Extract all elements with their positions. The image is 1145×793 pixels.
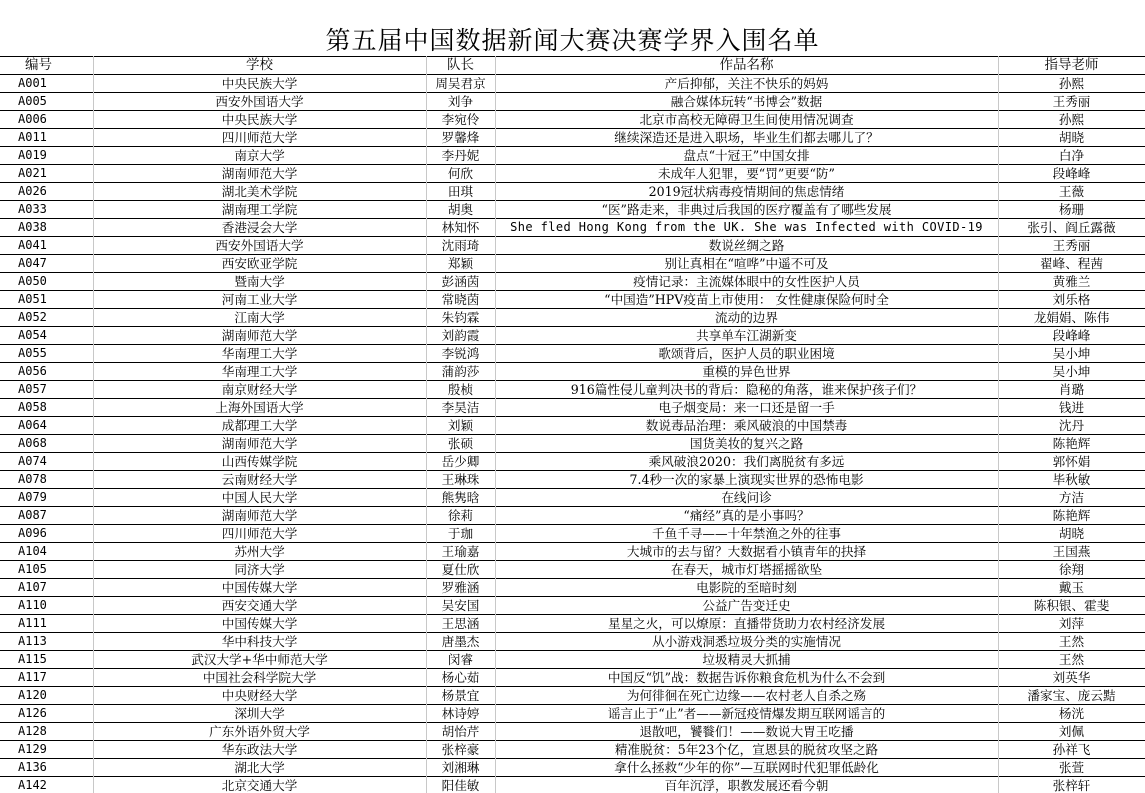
cell-leader: 周吴君京 (426, 75, 495, 93)
cell-leader: 吴安国 (426, 597, 495, 615)
cell-school: 云南财经大学 (93, 471, 426, 489)
cell-school: 西安欧亚学院 (93, 255, 426, 273)
cell-work: 从小游戏洞悉垃圾分类的实施情况 (495, 633, 998, 651)
cell-school: 四川师范大学 (93, 129, 426, 147)
cell-advisor: 孙熙 (998, 75, 1145, 93)
cell-work: 产后抑郁，关注不快乐的妈妈 (495, 75, 998, 93)
cell-advisor: 毕秋敏 (998, 471, 1145, 489)
cell-id: A064 (0, 417, 93, 435)
table-body (0, 57, 1145, 793)
table-row (0, 633, 1145, 651)
table-row (0, 75, 1145, 93)
cell-leader: 殷桢 (426, 381, 495, 399)
cell-advisor: 黄雅兰 (998, 273, 1145, 291)
cell-work: 融合媒体玩转“书博会”数据 (495, 93, 998, 111)
cell-work: 为何徘徊在死亡边缘——农村老人自杀之殇 (495, 687, 998, 705)
cell-id: A129 (0, 741, 93, 759)
table-row (0, 201, 1145, 219)
cell-leader: 王琳珠 (426, 471, 495, 489)
cell-leader: 沈雨琦 (426, 237, 495, 255)
cell-advisor: 吴小坤 (998, 345, 1145, 363)
cell-leader: 罗雅涵 (426, 579, 495, 597)
table-row (0, 381, 1145, 399)
cell-school: 中央财经大学 (93, 687, 426, 705)
cell-school: 四川师范大学 (93, 525, 426, 543)
cell-advisor: 刘英华 (998, 669, 1145, 687)
cell-work: 未成年人犯罪，要“罚”更要“防” (495, 165, 998, 183)
table-row (0, 741, 1145, 759)
cell-id: A142 (0, 777, 93, 793)
cell-leader: 张梓豪 (426, 741, 495, 759)
cell-work: 歌颂背后，医护人员的职业困境 (495, 345, 998, 363)
cell-leader: 刘湘琳 (426, 759, 495, 777)
cell-school: 成都理工大学 (93, 417, 426, 435)
cell-work: 乘风破浪2020：我们离脱贫有多远 (495, 453, 998, 471)
cell-school: 湖北美术学院 (93, 183, 426, 201)
header-leader: 队长 (426, 57, 495, 75)
cell-leader: 阳佳敏 (426, 777, 495, 793)
cell-id: A079 (0, 489, 93, 507)
cell-work: She fled Hong Kong from the UK. She was Infected with COVID-19 (495, 219, 998, 237)
cell-id: A074 (0, 453, 93, 471)
cell-school: 湖南师范大学 (93, 507, 426, 525)
cell-advisor: 王然 (998, 633, 1145, 651)
cell-id: A087 (0, 507, 93, 525)
cell-leader: 何欣 (426, 165, 495, 183)
cell-id: A120 (0, 687, 93, 705)
table-row (0, 561, 1145, 579)
cell-school: 华南理工大学 (93, 363, 426, 381)
cell-advisor: 张梓轩 (998, 777, 1145, 793)
table-row (0, 111, 1145, 129)
cell-leader: 彭涵茵 (426, 273, 495, 291)
cell-leader: 王思涵 (426, 615, 495, 633)
cell-leader: 李丹妮 (426, 147, 495, 165)
cell-leader: 刘颖 (426, 417, 495, 435)
cell-advisor: 孙熙 (998, 111, 1145, 129)
cell-work: 北京市高校无障碍卫生间使用情况调查 (495, 111, 998, 129)
table-row (0, 129, 1145, 147)
cell-school: 中国社会科学院大学 (93, 669, 426, 687)
cell-work: 共享单车江湖新变 (495, 327, 998, 345)
cell-advisor: 刘萍 (998, 615, 1145, 633)
cell-advisor: 方洁 (998, 489, 1145, 507)
table-row (0, 543, 1145, 561)
cell-work: 电影院的至暗时刻 (495, 579, 998, 597)
cell-id: A021 (0, 165, 93, 183)
cell-school: 暨南大学 (93, 273, 426, 291)
cell-id: A115 (0, 651, 93, 669)
cell-leader: 熊隽晗 (426, 489, 495, 507)
cell-advisor: 陈艳辉 (998, 435, 1145, 453)
cell-id: A058 (0, 399, 93, 417)
cell-work: 流动的边界 (495, 309, 998, 327)
cell-work: 精准脱贫：5年23个亿，宣恩县的脱贫攻坚之路 (495, 741, 998, 759)
cell-id: A078 (0, 471, 93, 489)
cell-id: A055 (0, 345, 93, 363)
cell-id: A026 (0, 183, 93, 201)
table-row (0, 291, 1145, 309)
cell-advisor: 翟峰、程茜 (998, 255, 1145, 273)
cell-school: 华中科技大学 (93, 633, 426, 651)
cell-leader: 岳少卿 (426, 453, 495, 471)
cell-advisor: 王秀丽 (998, 93, 1145, 111)
cell-school: 中国传媒大学 (93, 615, 426, 633)
cell-id: A041 (0, 237, 93, 255)
cell-id: A117 (0, 669, 93, 687)
cell-work: 大城市的去与留？大数据看小镇青年的抉择 (495, 543, 998, 561)
cell-id: A104 (0, 543, 93, 561)
cell-school: 广东外语外贸大学 (93, 723, 426, 741)
table-row (0, 705, 1145, 723)
cell-work: 电子烟变局：来一口还是留一手 (495, 399, 998, 417)
cell-id: A054 (0, 327, 93, 345)
cell-school: 湖南师范大学 (93, 435, 426, 453)
cell-work: 916篇性侵儿童判决书的背后：隐秘的角落，谁来保护孩子们？ (495, 381, 998, 399)
cell-advisor: 徐翔 (998, 561, 1145, 579)
cell-work: “痛经”真的是小事吗？ (495, 507, 998, 525)
table-row (0, 759, 1145, 777)
cell-leader: 徐莉 (426, 507, 495, 525)
cell-school: 河南工业大学 (93, 291, 426, 309)
cell-advisor: 沈丹 (998, 417, 1145, 435)
cell-id: A126 (0, 705, 93, 723)
cell-work: 百年沉浮，职教发展还看今朝 (495, 777, 998, 793)
table-row (0, 165, 1145, 183)
cell-advisor: 胡晓 (998, 129, 1145, 147)
table-row (0, 417, 1145, 435)
cell-leader: 刘韵霞 (426, 327, 495, 345)
cell-advisor: 陈艳辉 (998, 507, 1145, 525)
cell-work: 7.4秒一次的家暴上演现实世界的恐怖电影 (495, 471, 998, 489)
cell-advisor: 王薇 (998, 183, 1145, 201)
cell-school: 山西传媒学院 (93, 453, 426, 471)
cell-id: A056 (0, 363, 93, 381)
cell-advisor: 胡晓 (998, 525, 1145, 543)
cell-id: A019 (0, 147, 93, 165)
cell-advisor: 孙祥飞 (998, 741, 1145, 759)
cell-school: 中央民族大学 (93, 75, 426, 93)
cell-school: 南京大学 (93, 147, 426, 165)
cell-advisor: 王国燕 (998, 543, 1145, 561)
cell-advisor: 戴玉 (998, 579, 1145, 597)
cell-work: 2019冠状病毒疫情期间的焦虑情绪 (495, 183, 998, 201)
cell-advisor: 郭怀娟 (998, 453, 1145, 471)
cell-school: 湖南师范大学 (93, 327, 426, 345)
cell-leader: 蒲韵莎 (426, 363, 495, 381)
cell-school: 武汉大学+华中师范大学 (93, 651, 426, 669)
cell-leader: 李锐鸿 (426, 345, 495, 363)
cell-school: 西安交通大学 (93, 597, 426, 615)
cell-advisor: 龙娟娟、陈伟 (998, 309, 1145, 327)
cell-id: A068 (0, 435, 93, 453)
cell-id: A136 (0, 759, 93, 777)
cell-advisor: 段峰峰 (998, 327, 1145, 345)
cell-school: 北京交通大学 (93, 777, 426, 793)
table-row (0, 327, 1145, 345)
cell-id: A052 (0, 309, 93, 327)
cell-school: 深圳大学 (93, 705, 426, 723)
cell-school: 湖北大学 (93, 759, 426, 777)
table-row (0, 597, 1145, 615)
table-row (0, 435, 1145, 453)
table-row (0, 453, 1145, 471)
table-row (0, 489, 1145, 507)
cell-id: A096 (0, 525, 93, 543)
cell-leader: 常晓茵 (426, 291, 495, 309)
table-row (0, 471, 1145, 489)
cell-work: 数说丝绸之路 (495, 237, 998, 255)
header-advisor: 指导老师 (998, 57, 1145, 75)
cell-leader: 于珈 (426, 525, 495, 543)
cell-work: 谣言止于“止”者——新冠疫情爆发期互联网谣言的 (495, 705, 998, 723)
cell-leader: 张硕 (426, 435, 495, 453)
cell-work: 疫情记录：主流媒体眼中的女性医护人员 (495, 273, 998, 291)
table-row (0, 345, 1145, 363)
table-row (0, 309, 1145, 327)
cell-advisor: 白净 (998, 147, 1145, 165)
cell-leader: 杨景宜 (426, 687, 495, 705)
table-row (0, 399, 1145, 417)
table-row (0, 669, 1145, 687)
cell-school: 中国传媒大学 (93, 579, 426, 597)
table-row (0, 237, 1145, 255)
page-title: 第五届中国数据新闻大赛决赛学界入围名单 (325, 26, 820, 55)
cell-id: A005 (0, 93, 93, 111)
cell-school: 华东政法大学 (93, 741, 426, 759)
cell-id: A006 (0, 111, 93, 129)
cell-school: 西安外国语大学 (93, 93, 426, 111)
cell-leader: 林知怀 (426, 219, 495, 237)
cell-work: 千鱼千寻——十年禁渔之外的往事 (495, 525, 998, 543)
table-row (0, 183, 1145, 201)
table-row (0, 579, 1145, 597)
cell-leader: 闵睿 (426, 651, 495, 669)
table-row (0, 687, 1145, 705)
cell-id: A033 (0, 201, 93, 219)
cell-work: 垃圾精灵大抓捕 (495, 651, 998, 669)
cell-id: A001 (0, 75, 93, 93)
table-row (0, 147, 1145, 165)
table-row (0, 93, 1145, 111)
cell-leader: 郑颖 (426, 255, 495, 273)
cell-school: 湖南师范大学 (93, 165, 426, 183)
table-row (0, 363, 1145, 381)
cell-advisor: 肖璐 (998, 381, 1145, 399)
header-work: 作品名称 (495, 57, 998, 75)
cell-leader: 罗馨烽 (426, 129, 495, 147)
cell-leader: 唐墨杰 (426, 633, 495, 651)
cell-id: A110 (0, 597, 93, 615)
cell-advisor: 陈积银、霍斐 (998, 597, 1145, 615)
cell-advisor: 王秀丽 (998, 237, 1145, 255)
cell-advisor: 吴小坤 (998, 363, 1145, 381)
cell-work: 拿什么拯救“少年的你”—互联网时代犯罪低龄化 (495, 759, 998, 777)
cell-leader: 刘争 (426, 93, 495, 111)
cell-advisor: 王然 (998, 651, 1145, 669)
cell-id: A011 (0, 129, 93, 147)
cell-advisor: 段峰峰 (998, 165, 1145, 183)
cell-leader: 胡怡芹 (426, 723, 495, 741)
cell-id: A107 (0, 579, 93, 597)
cell-school: 同济大学 (93, 561, 426, 579)
table-row (0, 219, 1145, 237)
cell-work: 星星之火，可以燎原：直播带货助力农村经济发展 (495, 615, 998, 633)
cell-id: A047 (0, 255, 93, 273)
cell-advisor: 刘乐格 (998, 291, 1145, 309)
cell-id: A057 (0, 381, 93, 399)
cell-work: 中国反“饥”战：数据告诉你粮食危机为什么不会到 (495, 669, 998, 687)
cell-id: A105 (0, 561, 93, 579)
cell-id: A113 (0, 633, 93, 651)
cell-school: 上海外国语大学 (93, 399, 426, 417)
finalist-table (0, 56, 1145, 793)
cell-leader: 李昊洁 (426, 399, 495, 417)
cell-leader: 朱钧霖 (426, 309, 495, 327)
header-school: 学校 (93, 57, 426, 75)
cell-school: 南京财经大学 (93, 381, 426, 399)
cell-leader: 王瑜嘉 (426, 543, 495, 561)
cell-school: 湖南理工学院 (93, 201, 426, 219)
cell-work: 公益广告变迁史 (495, 597, 998, 615)
cell-school: 西安外国语大学 (93, 237, 426, 255)
cell-work: 盘点“十冠王”中国女排 (495, 147, 998, 165)
cell-work: 退散吧，饕餮们！——数说大胃王吃播 (495, 723, 998, 741)
cell-id: A128 (0, 723, 93, 741)
cell-work: 继续深造还是进入职场，毕业生们都去哪儿了？ (495, 129, 998, 147)
cell-leader: 杨心茹 (426, 669, 495, 687)
cell-work: 在春天，城市灯塔摇摇欲坠 (495, 561, 998, 579)
cell-advisor: 杨洸 (998, 705, 1145, 723)
cell-school: 香港浸会大学 (93, 219, 426, 237)
table-row (0, 615, 1145, 633)
header-row (0, 57, 1145, 75)
cell-advisor: 张引、阎丘露薇 (998, 219, 1145, 237)
cell-school: 江南大学 (93, 309, 426, 327)
cell-school: 中国人民大学 (93, 489, 426, 507)
table-row (0, 777, 1145, 793)
cell-work: 别让真相在“喧哗”中遥不可及 (495, 255, 998, 273)
cell-work: 重模的异色世界 (495, 363, 998, 381)
table-row (0, 273, 1145, 291)
table-row (0, 525, 1145, 543)
cell-work: “中国造”HPV疫苗上市使用： 女性健康保险何时全 (495, 291, 998, 309)
cell-advisor: 杨珊 (998, 201, 1145, 219)
cell-advisor: 张萱 (998, 759, 1145, 777)
cell-advisor: 刘佩 (998, 723, 1145, 741)
table-row (0, 255, 1145, 273)
cell-school: 苏州大学 (93, 543, 426, 561)
cell-advisor: 钱进 (998, 399, 1145, 417)
cell-id: A051 (0, 291, 93, 309)
cell-work: “医”路走来，非典过后我国的医疗覆盖有了哪些发展 (495, 201, 998, 219)
cell-id: A111 (0, 615, 93, 633)
cell-school: 华南理工大学 (93, 345, 426, 363)
cell-work: 国货美妆的复兴之路 (495, 435, 998, 453)
cell-work: 数说毒品治理：乘风破浪的中国禁毒 (495, 417, 998, 435)
cell-leader: 林诗婷 (426, 705, 495, 723)
table-row (0, 723, 1145, 741)
cell-leader: 田琪 (426, 183, 495, 201)
cell-work: 在线问诊 (495, 489, 998, 507)
cell-leader: 胡奥 (426, 201, 495, 219)
cell-id: A038 (0, 219, 93, 237)
table-row (0, 507, 1145, 525)
cell-advisor: 潘家宝、庞云黠 (998, 687, 1145, 705)
table-row (0, 651, 1145, 669)
header-id: 编号 (0, 57, 93, 75)
cell-leader: 李宛伶 (426, 111, 495, 129)
cell-id: A050 (0, 273, 93, 291)
cell-leader: 夏仕欣 (426, 561, 495, 579)
cell-school: 中央民族大学 (93, 111, 426, 129)
